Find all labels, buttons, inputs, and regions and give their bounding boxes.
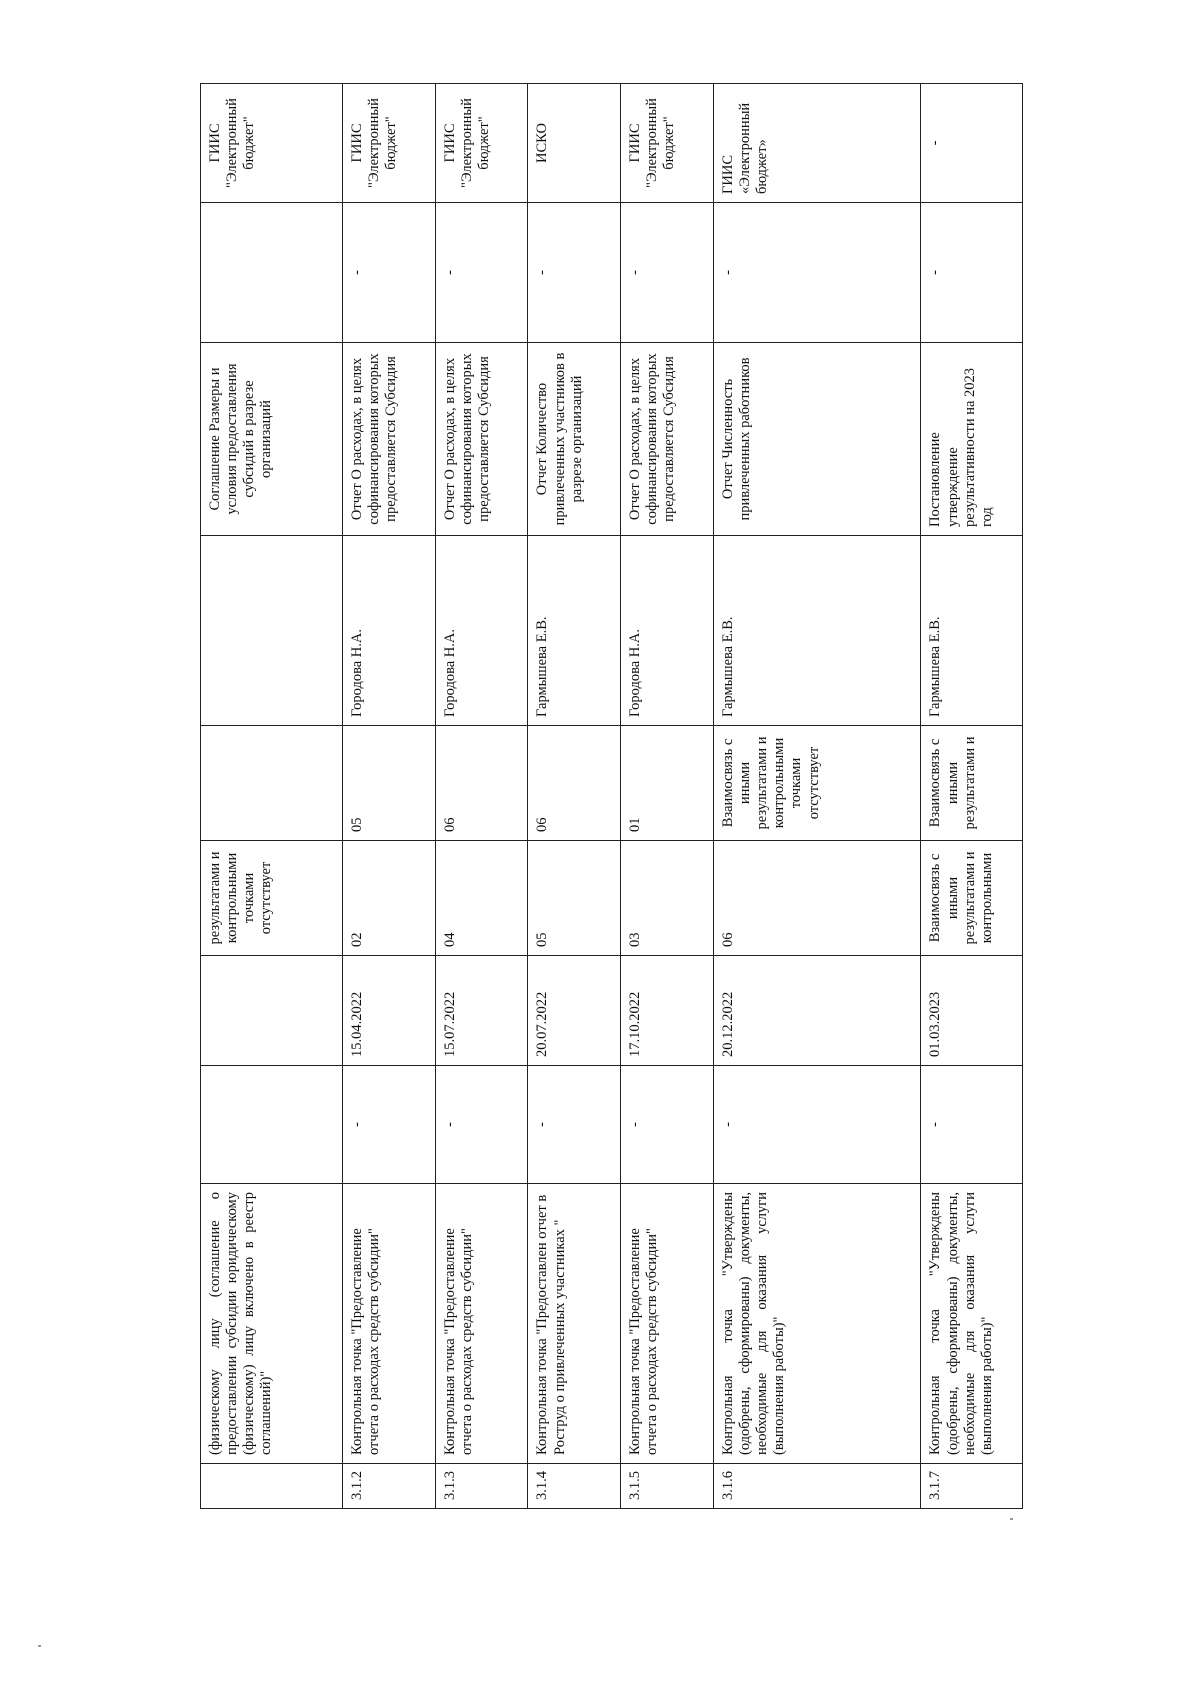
cell-prev: 02 bbox=[342, 841, 435, 956]
cell-next bbox=[201, 726, 343, 841]
cell-system: ГИИС «Электронный бюджет» bbox=[714, 84, 921, 203]
cell-base: - bbox=[342, 1066, 435, 1184]
cell-prev: 03 bbox=[621, 841, 714, 956]
scan-speck bbox=[38, 1645, 41, 1647]
cell-resp: Гармышева Е.В. bbox=[528, 536, 621, 726]
table-row bbox=[714, 84, 921, 1509]
cell-doc: Соглашение Размеры и условия предоставления субсидий в разрезе организаций bbox=[201, 343, 343, 536]
cell-system: ГИИС "Электронный бюджет" bbox=[435, 84, 528, 203]
cell-next: Взаимосвязь с иными результатами и контрольными точками отсутствует bbox=[714, 726, 921, 841]
cell-system: ГИИС "Электронный бюджет" bbox=[201, 84, 343, 203]
cell-name: (физическому лицу (соглашение о предоставлении субсидии юридическому (физическому) лицу включено в реестр соглашений)" bbox=[201, 1184, 343, 1464]
cell-prev: 05 bbox=[528, 841, 621, 956]
cell-num: 3.1.2 bbox=[342, 1464, 435, 1509]
table-row bbox=[621, 84, 714, 1509]
cell-name: Контрольная точка "Предоставлен отчет в Роструд о привлеченных участниках " bbox=[528, 1184, 621, 1464]
table-row bbox=[342, 84, 435, 1509]
scan-speck bbox=[1010, 1518, 1013, 1520]
cell-resp: Городова Н.А. bbox=[435, 536, 528, 726]
cell-next: 06 bbox=[435, 726, 528, 841]
cell-date: 20.12.2022 bbox=[714, 956, 921, 1066]
cell-extra: - bbox=[528, 203, 621, 343]
cell-num: 3.1.3 bbox=[435, 1464, 528, 1509]
cell-prev: 04 bbox=[435, 841, 528, 956]
cell-extra: - bbox=[921, 203, 1023, 343]
cell-doc: Отчет Количество привлеченных участников в разрезе организаций bbox=[528, 343, 621, 536]
cell-date: 15.07.2022 bbox=[435, 956, 528, 1066]
cell-system: ГИИС "Электронный бюджет" bbox=[342, 84, 435, 203]
cell-date: 17.10.2022 bbox=[621, 956, 714, 1066]
cell-next: Взаимосвязь с иными результатами и bbox=[921, 726, 1023, 841]
cell-extra: - bbox=[621, 203, 714, 343]
cell-system: ИСКО bbox=[528, 84, 621, 203]
cell-doc: Отчет О расходах, в целях софинансирования которых предоставляется Субсидия bbox=[621, 343, 714, 536]
cell-prev: 06 bbox=[714, 841, 921, 956]
table-row-continuation bbox=[201, 84, 343, 1509]
cell-resp: Городова Н.А. bbox=[342, 536, 435, 726]
cell-resp: Городова Н.А. bbox=[621, 536, 714, 726]
cell-extra: - bbox=[714, 203, 921, 343]
cell-base: - bbox=[435, 1066, 528, 1184]
cell-date: 01.03.2023 bbox=[921, 956, 1023, 1066]
cell-doc: Отчет О расходах, в целях софинансирования которых предоставляется Субсидия bbox=[435, 343, 528, 536]
cell-base: - bbox=[621, 1066, 714, 1184]
cell-resp: Гармышева Е.В. bbox=[714, 536, 921, 726]
table-row bbox=[528, 84, 621, 1509]
cell-doc: Отчет Численность привлеченных работников bbox=[714, 343, 921, 536]
cell-base: - bbox=[921, 1066, 1023, 1184]
cell-prev: Взаимосвязь с иными результатами и контрольными bbox=[921, 841, 1023, 956]
cell-base: - bbox=[714, 1066, 921, 1184]
cell-name: Контрольная точка "Предоставление отчета о расходах средств субсидии" bbox=[435, 1184, 528, 1464]
cell-num bbox=[201, 1464, 343, 1509]
cell-name: Контрольная точка "Утверждены (одобрены, сформированы) документы, необходимые для оказания услуги (выполнения работы)" bbox=[714, 1184, 921, 1464]
cell-doc: Отчет О расходах, в целях софинансирования которых предоставляется Субсидия bbox=[342, 343, 435, 536]
cell-num: 3.1.4 bbox=[528, 1464, 621, 1509]
cell-date bbox=[201, 956, 343, 1066]
cell-doc: Постановление утверждение результативности на 2023 год bbox=[921, 343, 1023, 536]
cell-base bbox=[201, 1066, 343, 1184]
cell-system: - bbox=[921, 84, 1023, 203]
table-row bbox=[921, 84, 1023, 1509]
cell-resp: Гармышева Е.В. bbox=[921, 536, 1023, 726]
rotated-table-page bbox=[200, 84, 1023, 1509]
cell-date: 20.07.2022 bbox=[528, 956, 621, 1066]
cell-extra: - bbox=[435, 203, 528, 343]
control-points-table bbox=[200, 83, 1023, 1509]
cell-name: Контрольная точка "Утверждены (одобрены, сформированы) документы, необходимые для оказания услуги (выполнения работы)" bbox=[921, 1184, 1023, 1464]
cell-name: Контрольная точка "Предоставление отчета о расходах средств субсидии" bbox=[621, 1184, 714, 1464]
cell-system: ГИИС "Электронный бюджет" bbox=[621, 84, 714, 203]
cell-extra bbox=[201, 203, 343, 343]
cell-extra: - bbox=[342, 203, 435, 343]
cell-date: 15.04.2022 bbox=[342, 956, 435, 1066]
cell-num: 3.1.7 bbox=[921, 1464, 1023, 1509]
cell-next: 06 bbox=[528, 726, 621, 841]
cell-num: 3.1.5 bbox=[621, 1464, 714, 1509]
cell-prev: результатами и контрольными точками отсутствует bbox=[201, 841, 343, 956]
cell-base: - bbox=[528, 1066, 621, 1184]
cell-name: Контрольная точка "Предоставление отчета о расходах средств субсидии" bbox=[342, 1184, 435, 1464]
cell-next: 05 bbox=[342, 726, 435, 841]
cell-next: 01 bbox=[621, 726, 714, 841]
cell-num: 3.1.6 bbox=[714, 1464, 921, 1509]
table-row bbox=[435, 84, 528, 1509]
cell-resp bbox=[201, 536, 343, 726]
